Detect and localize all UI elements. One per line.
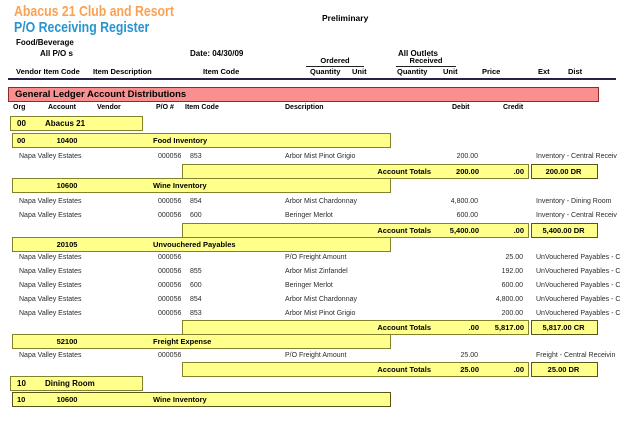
- col-ordered-unit: Unit: [352, 67, 367, 76]
- col-price: Price: [482, 67, 501, 76]
- account-section-header: [12, 178, 391, 193]
- gl-col-debit: Debit: [452, 104, 470, 111]
- section-account: 20105: [56, 240, 78, 249]
- row-credit: [463, 150, 523, 163]
- totals-net: 25.00 DR: [547, 365, 580, 374]
- row-credit: [463, 349, 523, 362]
- section-title: Food Inventory: [153, 136, 208, 145]
- gl-detail-row: [0, 265, 622, 278]
- row-po-number: 000056: [158, 268, 182, 275]
- row-dist: Freight - Central Receivin: [536, 352, 616, 359]
- row-dist: Inventory - Dining Room: [536, 198, 612, 205]
- section-title: Unvouchered Payables: [153, 240, 236, 249]
- row-description: Beringer Merlot: [285, 282, 333, 289]
- gl-col-item-code: Item Code: [185, 104, 219, 111]
- row-vendor: Napa Valley Estates: [19, 153, 82, 160]
- gl-detail-row: [0, 251, 622, 264]
- row-credit: 4,800.00: [495, 296, 523, 303]
- row-vendor: Napa Valley Estates: [19, 282, 82, 289]
- gl-banner: General Ledger Account Distributions: [8, 87, 599, 102]
- section-org: 10: [17, 395, 26, 404]
- gl-col-account: Account: [48, 104, 76, 111]
- section-account: 10400: [56, 136, 78, 145]
- col-ordered-quantity: Quantity: [310, 67, 341, 76]
- org-header: [10, 376, 143, 391]
- account-section-header: [12, 334, 391, 349]
- totals-credit: .00: [513, 167, 524, 176]
- gl-col-description: Description: [285, 104, 324, 111]
- totals-debit: 200.00: [456, 167, 479, 176]
- col-received-quantity: Quantity: [397, 67, 428, 76]
- company-title: Abacus 21 Club and Resort: [14, 3, 174, 20]
- section-account: 10600: [56, 181, 78, 190]
- row-credit: 600.00: [501, 282, 523, 289]
- gl-col-vendor: Vendor: [97, 104, 121, 111]
- gl-detail-row: [0, 349, 622, 362]
- gl-detail-row: [0, 209, 622, 222]
- row-item-code: 600: [190, 282, 202, 289]
- row-vendor: Napa Valley Estates: [19, 296, 82, 303]
- row-description: Arbor Mist Pinot Grigio: [285, 153, 356, 160]
- row-description: Arbor Mist Zinfandel: [285, 268, 348, 275]
- totals-label: Account Totals: [377, 365, 431, 374]
- row-vendor: Napa Valley Estates: [19, 268, 82, 275]
- row-item-code: 853: [190, 310, 202, 317]
- totals-net: 200.00 DR: [545, 167, 582, 176]
- outlets-label: All Outlets: [398, 49, 439, 58]
- row-po-number: 000056: [158, 282, 182, 289]
- row-dist: Inventory - Central Receiv: [536, 153, 617, 160]
- report-title: P/O Receiving Register: [14, 19, 150, 36]
- gl-detail-row: [0, 293, 622, 306]
- preliminary-label: Preliminary: [322, 13, 369, 23]
- org-name: Dining Room: [45, 379, 95, 388]
- row-debit: 600.00: [456, 212, 478, 219]
- row-item-code: 855: [190, 268, 202, 275]
- account-section-header: [12, 392, 391, 407]
- row-description: Arbor Mist Pinot Grigio: [285, 310, 356, 317]
- row-po-number: 000056: [158, 296, 182, 303]
- account-totals-bar: [182, 362, 529, 377]
- account-section-header: [12, 133, 391, 148]
- gl-detail-row: [0, 279, 622, 292]
- row-item-code: 854: [190, 198, 202, 205]
- row-dist: UnVouchered Payables - C: [536, 310, 621, 317]
- col-dist: Dist: [568, 67, 583, 76]
- row-po-number: 000056: [158, 198, 182, 205]
- category-label: Food/Beverage: [16, 38, 74, 47]
- section-title: Wine Inventory: [153, 181, 207, 190]
- row-item-code: 600: [190, 212, 202, 219]
- row-po-number: 000056: [158, 254, 182, 261]
- row-dist: Inventory - Central Receiv: [536, 212, 617, 219]
- org-number: 00: [17, 119, 26, 128]
- col-ext: Ext: [538, 67, 550, 76]
- row-po-number: 000056: [158, 310, 182, 317]
- totals-net: 5,400.00 DR: [542, 226, 585, 235]
- row-credit: 200.00: [501, 310, 523, 317]
- account-net-box: [531, 320, 598, 335]
- report-date-label: Date: 04/30/09: [190, 49, 244, 58]
- row-item-code: 853: [190, 153, 202, 160]
- row-debit: 25.00: [460, 352, 478, 359]
- gl-col-credit: Credit: [503, 104, 524, 111]
- row-credit: [463, 209, 523, 222]
- col-received-unit: Unit: [443, 67, 458, 76]
- header-divider: [8, 78, 616, 80]
- org-number: 10: [17, 379, 26, 388]
- totals-debit: .00: [468, 323, 479, 332]
- account-net-box: [531, 362, 598, 377]
- row-po-number: 000056: [158, 352, 182, 359]
- account-totals-bar: [182, 223, 529, 238]
- ordered-group-header: Ordered: [306, 56, 364, 67]
- row-debit: 200.00: [456, 153, 478, 160]
- row-description: Arbor Mist Chardonnay: [285, 198, 357, 205]
- section-account: 10600: [56, 395, 78, 404]
- section-title: Freight Expense: [153, 337, 212, 346]
- row-vendor: Napa Valley Estates: [19, 212, 82, 219]
- gl-detail-row: [0, 307, 622, 320]
- row-po-number: 000056: [158, 212, 182, 219]
- org-header: [10, 116, 143, 131]
- totals-debit: 25.00: [460, 365, 479, 374]
- totals-net: 5,817.00 CR: [542, 323, 585, 332]
- totals-credit: .00: [513, 365, 524, 374]
- org-name: Abacus 21: [45, 119, 86, 128]
- row-item-code: 854: [190, 296, 202, 303]
- totals-label: Account Totals: [377, 226, 431, 235]
- account-totals-bar: [182, 320, 529, 335]
- totals-debit: 5,400.00: [449, 226, 479, 235]
- row-dist: UnVouchered Payables - C: [536, 282, 621, 289]
- gl-detail-row: [0, 150, 622, 163]
- row-credit: 25.00: [505, 254, 523, 261]
- section-account: 52100: [56, 337, 78, 346]
- row-vendor: Napa Valley Estates: [19, 310, 82, 317]
- gl-detail-row: [0, 195, 622, 208]
- row-description: Beringer Merlot: [285, 212, 333, 219]
- row-description: P/O Freight Amount: [285, 352, 347, 359]
- section-org: 00: [17, 136, 26, 145]
- gl-col-org: Org: [13, 104, 26, 111]
- po-filter-label: All P/O s: [40, 49, 73, 58]
- row-dist: UnVouchered Payables - C: [536, 268, 621, 275]
- col-item-code: Item Code: [203, 67, 240, 76]
- section-title: Wine Inventory: [153, 395, 207, 404]
- row-credit: 192.00: [501, 268, 523, 275]
- received-group-header: Received: [396, 56, 456, 67]
- totals-label: Account Totals: [377, 167, 431, 176]
- account-section-header: [12, 237, 391, 252]
- account-net-box: [531, 223, 598, 238]
- gl-col-po: P/O #: [156, 104, 174, 111]
- totals-label: Account Totals: [377, 323, 431, 332]
- row-description: P/O Freight Amount: [285, 254, 347, 261]
- row-vendor: Napa Valley Estates: [19, 198, 82, 205]
- row-vendor: Napa Valley Estates: [19, 352, 82, 359]
- account-totals-bar: [182, 164, 529, 179]
- totals-credit: .00: [513, 226, 524, 235]
- account-net-box: [531, 164, 598, 179]
- row-dist: UnVouchered Payables - C: [536, 254, 621, 261]
- row-debit: 4,800.00: [450, 198, 478, 205]
- row-po-number: 000056: [158, 153, 182, 160]
- row-vendor: Napa Valley Estates: [19, 254, 82, 261]
- totals-credit: 5,817.00: [494, 323, 524, 332]
- row-dist: UnVouchered Payables - C: [536, 296, 621, 303]
- col-item-description: Item Description: [93, 67, 152, 76]
- col-vendor-item-code: Vendor Item Code: [16, 67, 80, 76]
- row-description: Arbor Mist Chardonnay: [285, 296, 357, 303]
- row-credit: [463, 195, 523, 208]
